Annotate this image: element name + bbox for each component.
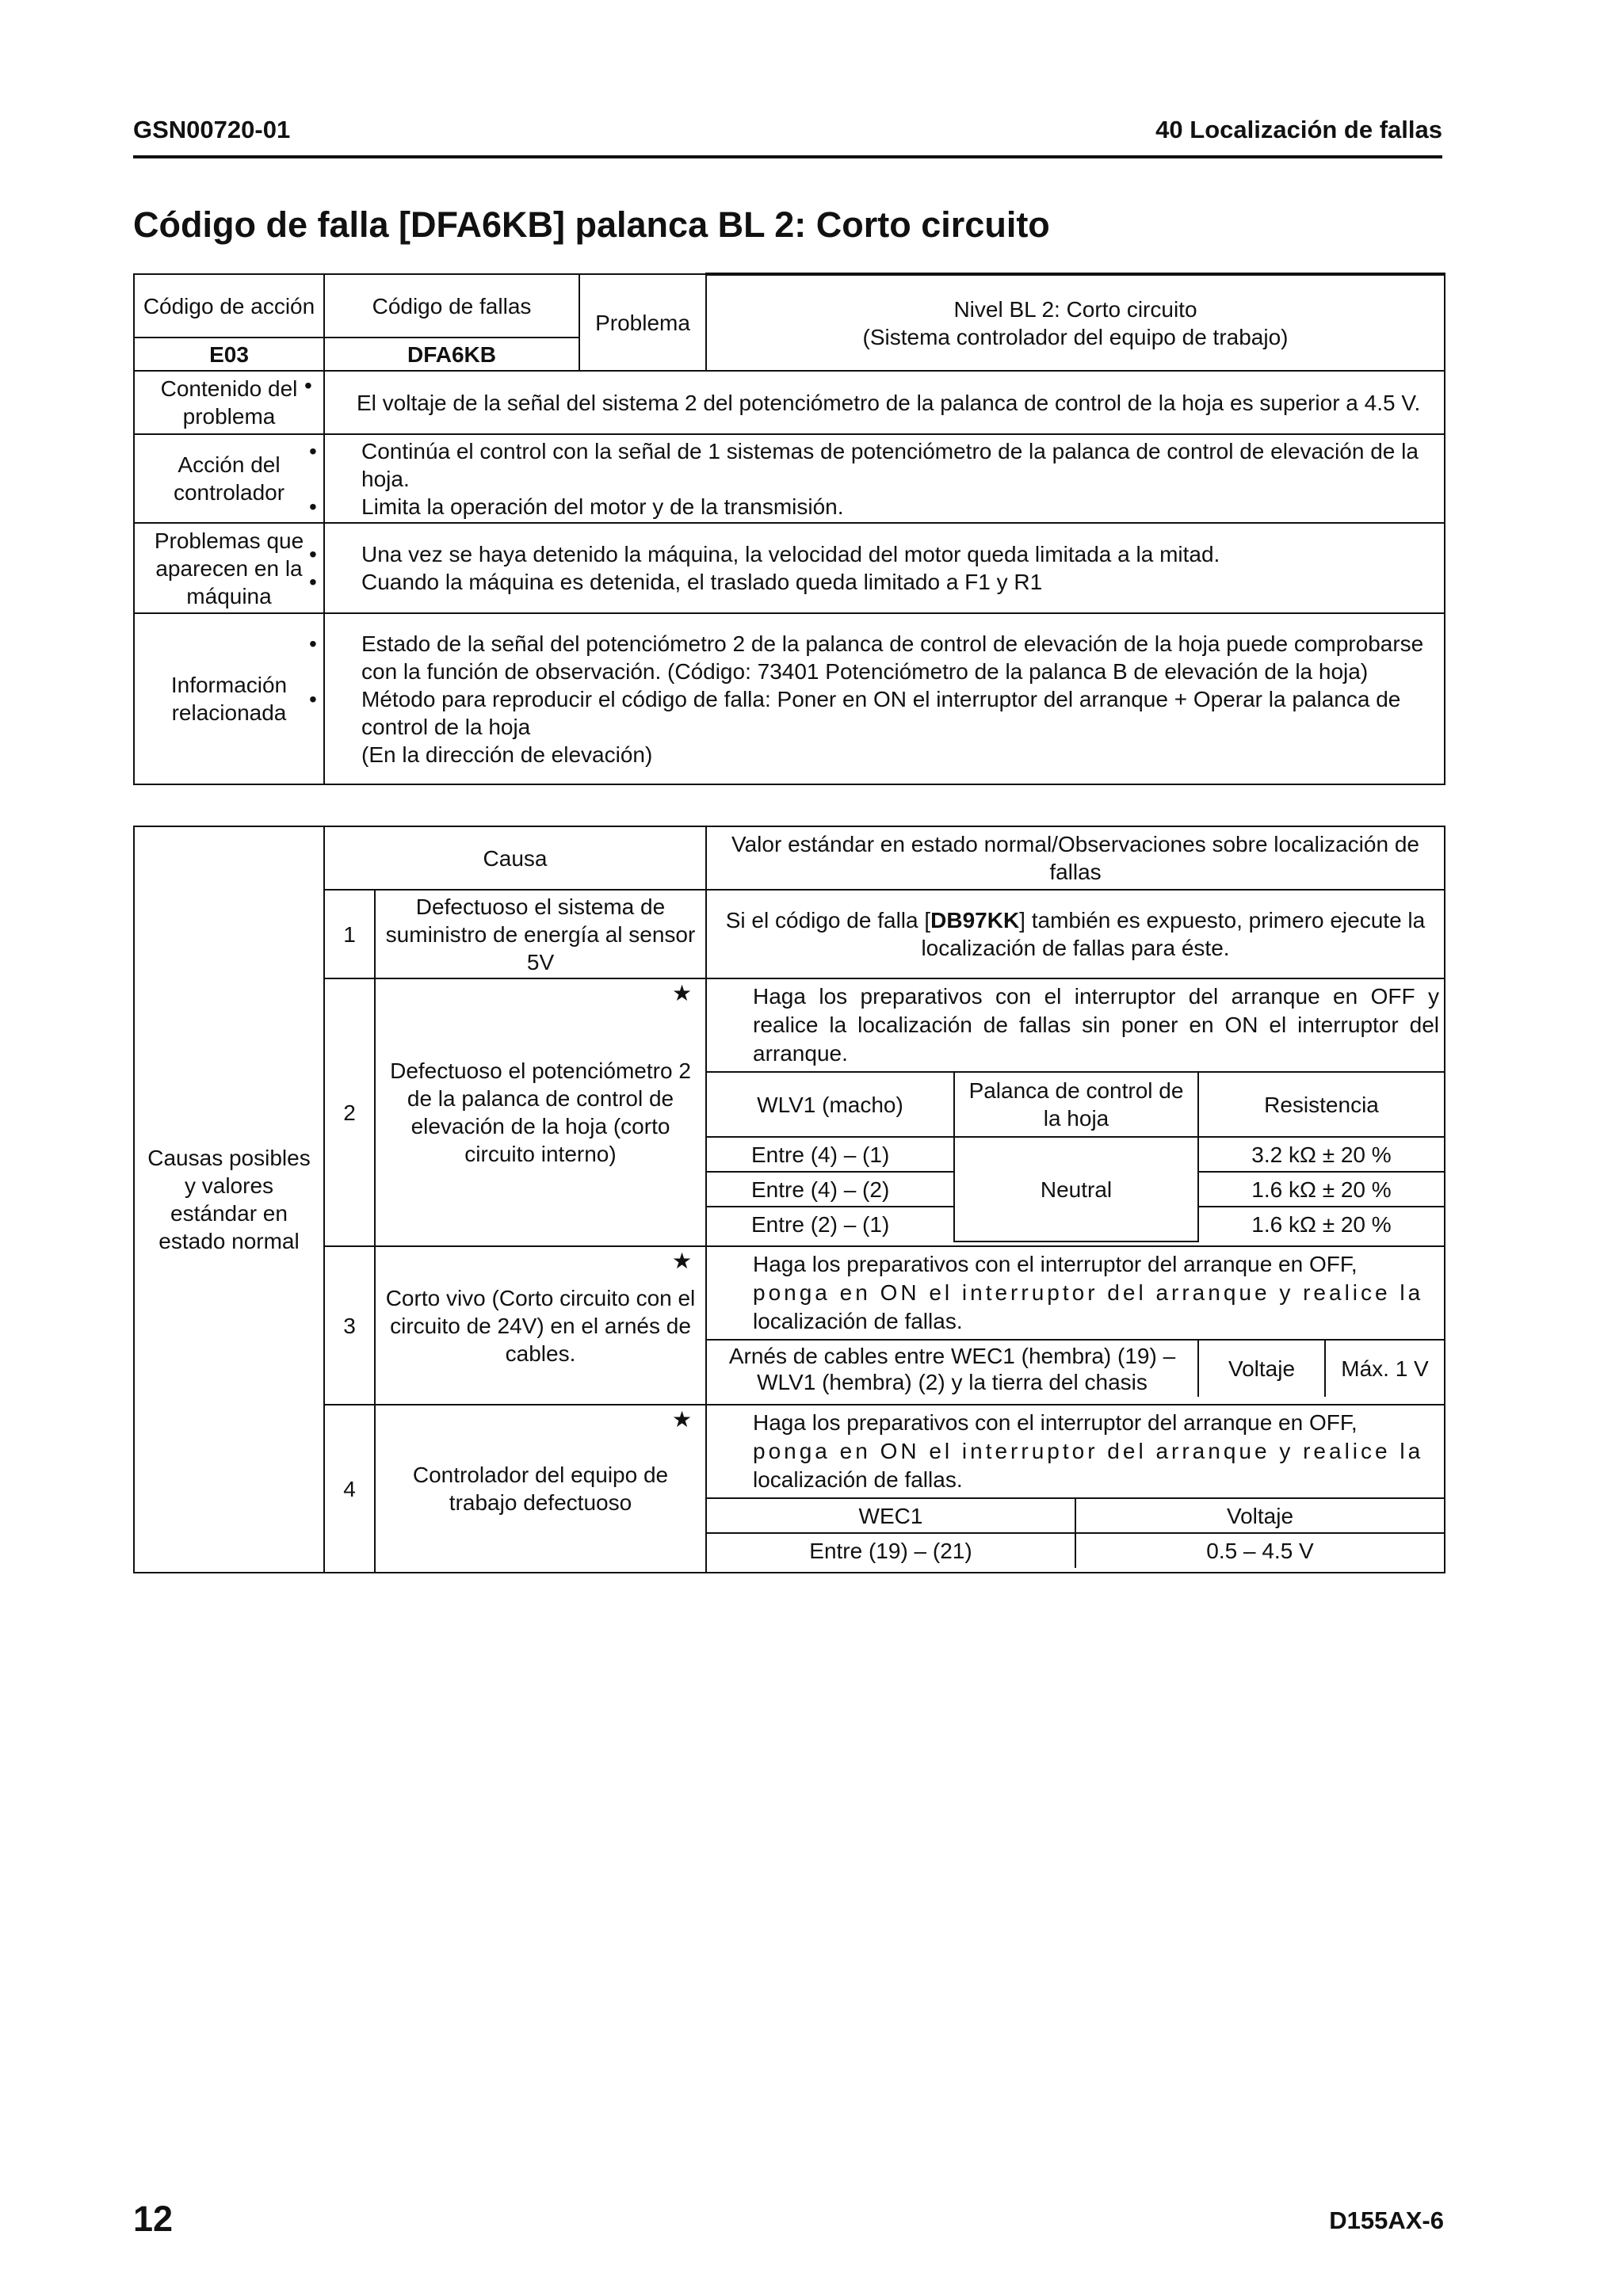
cause-number-2: 2 xyxy=(324,978,375,1246)
bullet-problem-content: • El voltaje de la señal del sistema 2 del potenciómetro de la palanca de control de la hoja es superior a 4.5 V. xyxy=(324,371,1445,434)
section-title: 40 Localización de fallas xyxy=(1155,116,1442,143)
action-code-value: E03 xyxy=(134,338,324,371)
voltage-range-value: 0.5 – 4.5 V xyxy=(1075,1533,1444,1568)
bullet-controller-action-1: • Continúa el control con la señal de 1 sistemas de potenciómetro de la palanca de control de elevación de la hoja. xyxy=(330,437,1439,493)
pins-row-1: Entre (4) – (1) xyxy=(707,1137,954,1172)
resistance-value-1: 3.2 kΩ ± 20 % xyxy=(1198,1137,1444,1172)
problem-line-2: (Sistema controlador del equipo de trabajo) xyxy=(862,324,1289,349)
doc-code: GSN00720-01 xyxy=(133,116,291,143)
lever-state: Neutral xyxy=(954,1137,1198,1241)
star-instruction-3: ★ Haga los preparativos con el interruptor del arranque en OFF, ponga en ON el interruptor del arranque y realice la localización de fallas. xyxy=(707,1247,1444,1339)
page-header xyxy=(133,111,1442,158)
pins-row-2: Entre (4) – (2) xyxy=(707,1172,954,1207)
resistance-value-3: 1.6 kΩ ± 20 % xyxy=(1198,1207,1444,1241)
cause-detail-4 xyxy=(706,1405,1445,1573)
referenced-failure-code: DB97KK xyxy=(930,908,1020,933)
voltage-table-4 xyxy=(707,1497,1444,1568)
cause-number-3: 3 xyxy=(324,1246,375,1405)
failure-code-value: DFA6KB xyxy=(324,338,579,371)
page-number: 12 xyxy=(133,2199,174,2239)
pins-row-3: Entre (2) – (1) xyxy=(707,1207,954,1241)
cause-header: Causa xyxy=(324,826,706,890)
failure-code-label: Código de fallas xyxy=(324,274,579,338)
voltage-table-3 xyxy=(707,1339,1444,1397)
bullet-related-info-2: • Método para reproducir el código de falla: Poner en ON el interruptor del arranque + Operar la palanca de control de la hoja (En la dirección de elevación) xyxy=(330,685,1439,769)
resistance-value-2: 1.6 kΩ ± 20 % xyxy=(1198,1172,1444,1207)
controller-action-content xyxy=(324,434,1445,523)
harness-description: Arnés de cables entre WEC1 (hembra) (19) – WLV1 (hembra) (2) y la tierra del chasis xyxy=(707,1340,1198,1397)
star-instruction-2: ★ Haga los preparativos con el interruptor del arranque en OFF y realice la localización de fallas sin poner en ON el interruptor del arranque. xyxy=(707,979,1444,1071)
cause-detail-2 xyxy=(706,978,1445,1246)
row-label-related-info: Información relacionada xyxy=(134,613,324,784)
col-lever: Palanca de control de la hoja xyxy=(954,1072,1198,1137)
related-info-content xyxy=(324,613,1445,784)
row-label-machine-problems: Problemas que aparecen en la máquina xyxy=(134,523,324,613)
problem-description xyxy=(706,274,1445,371)
standard-value-header: Valor estándar en estado normal/Observaciones sobre localización de fallas xyxy=(706,826,1445,890)
model-code: D155AX-6 xyxy=(1329,2206,1444,2234)
star-instruction-4: ★ Haga los preparativos con el interruptor del arranque en OFF, ponga en ON el interruptor del arranque y realice la localización de fallas. xyxy=(707,1405,1444,1497)
bullet-related-info-1: • Estado de la señal del potenciómetro 2 de la palanca de control de elevación de la hoja puede comprobarse con la función de observación. (Código: 73401 Potenciómetro de la palanca B de elevación de la hoja) xyxy=(330,630,1439,685)
bullet-machine-problem-1: • Una vez se haya detenido la máquina, la velocidad del motor queda limitada a la mitad. xyxy=(330,540,1439,568)
machine-problems-content xyxy=(324,523,1445,613)
col-connector: WLV1 (macho) xyxy=(707,1072,954,1137)
col-resistance: Resistencia xyxy=(1198,1072,1444,1137)
problem-label: Problema xyxy=(579,274,706,371)
bullet-machine-problem-2: • Cuando la máquina es detenida, el traslado queda limitado a F1 y R1 xyxy=(330,568,1439,596)
cause-detail-3 xyxy=(706,1246,1445,1405)
causes-table xyxy=(133,826,1445,1573)
col-voltage-4: Voltaje xyxy=(1075,1498,1444,1533)
failure-info-table xyxy=(133,273,1445,785)
cause-number-4: 4 xyxy=(324,1405,375,1573)
cause-number-1: 1 xyxy=(324,890,375,978)
col-connector-4: WEC1 xyxy=(707,1498,1075,1533)
cause-text-4: Controlador del equipo de trabajo defectuoso xyxy=(375,1405,706,1573)
page-title: Código de falla [DFA6KB] palanca BL 2: Corto circuito xyxy=(133,204,1050,245)
cause-text-2: Defectuoso el potenciómetro 2 de la palanca de control de elevación de la hoja (corto circuito interno) xyxy=(375,978,706,1246)
bullet-controller-action-2: • Limita la operación del motor y de la transmisión. xyxy=(330,493,1439,521)
cause-text-1: Defectuoso el sistema de suministro de energía al sensor 5V xyxy=(375,890,706,978)
cause-note-1: Si el código de falla [DB97KK] también es expuesto, primero ejecute la localización de fallas para éste. xyxy=(706,890,1445,978)
max-voltage-value: Máx. 1 V xyxy=(1325,1340,1444,1397)
row-label-controller-action: Acción del controlador xyxy=(134,434,324,523)
problem-line-1: Nivel BL 2: Corto circuito xyxy=(953,296,1197,322)
cause-text-3: Corto vivo (Corto circuito con el circuito de 24V) en el arnés de cables. xyxy=(375,1246,706,1405)
causes-side-label: Causas posibles y valores estándar en estado normal xyxy=(134,826,324,1573)
resistance-table xyxy=(707,1071,1444,1242)
action-code-label: Código de acción xyxy=(134,274,324,338)
row-label-problem-content: Contenido del problema xyxy=(134,371,324,434)
measurement-type-3: Voltaje xyxy=(1198,1340,1325,1397)
pins-4: Entre (19) – (21) xyxy=(707,1533,1075,1568)
